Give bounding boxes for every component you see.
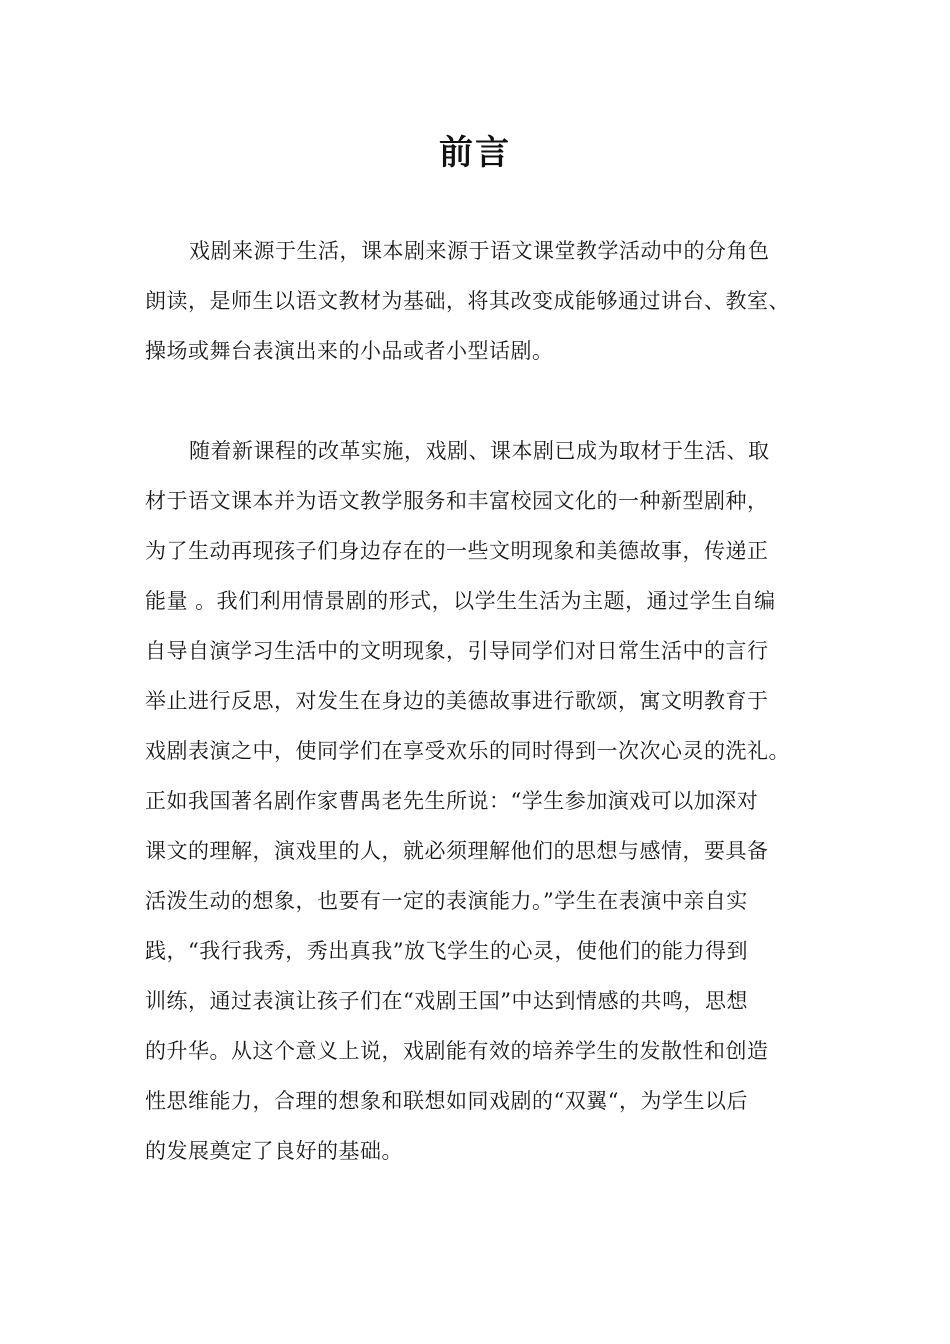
text-line: 活泼生动的想象，也要有一定的表演能力。”学生在表演中亲自实 bbox=[145, 889, 748, 913]
text-line: 朗读，是师生以语文教材为基础，将其改变成能够通过讲台、教室、 bbox=[145, 289, 790, 313]
text-line: 性思维能力，合理的想象和联想如同戏剧的“双翼“，为学生以后 bbox=[145, 1089, 748, 1113]
text-line: 训练，通过表演让孩子们在“戏剧王国”中达到情感的共鸣，思想 bbox=[145, 989, 748, 1013]
text-line: 正如我国著名剧作家曹禺老先生所说：“学生参加演戏可以加深对 bbox=[145, 789, 759, 813]
text-line: 为了生动再现孩子们身边存在的一些文明现象和美德故事，传递正 bbox=[145, 539, 769, 563]
paragraph-1 bbox=[145, 226, 810, 376]
text-line: 课文的理解，演戏里的人，就必须理解他们的思想与感情，要具备 bbox=[145, 839, 769, 863]
text-line: 戏剧来源于生活，课本剧来源于语文课堂教学活动中的分角色 bbox=[189, 239, 770, 263]
text-line: 戏剧表演之中，使同学们在享受欢乐的同时得到一次次心灵的洗礼。 bbox=[145, 739, 790, 763]
text-line: 的发展奠定了良好的基础。 bbox=[145, 1139, 403, 1163]
text-line: 举止进行反思，对发生在身边的美德故事进行歌颂，寓文明教育于 bbox=[145, 689, 769, 713]
text-line: 随着新课程的改革实施，戏剧、课本剧已成为取材于生活、取 bbox=[189, 439, 770, 463]
text-line: 操场或舞台表演出来的小品或者小型话剧。 bbox=[145, 339, 554, 363]
text-line: 自导自演学习生活中的文明现象，引导同学们对日常生活中的言行 bbox=[145, 639, 769, 663]
page-title: 前言 bbox=[439, 133, 511, 173]
text-line: 的升华。从这个意义上说，戏剧能有效的培养学生的发散性和创造 bbox=[145, 1039, 769, 1063]
text-line: 能量 。我们利用情景剧的形式，以学生生活为主题，通过学生自编 bbox=[145, 589, 776, 613]
text-line: 践，“我行我秀，秀出真我”放飞学生的心灵，使他们的能力得到 bbox=[145, 939, 748, 963]
text-line: 材于语文课本并为语文教学服务和丰富校园文化的一种新型剧种， bbox=[145, 489, 769, 513]
paragraph-2 bbox=[145, 426, 810, 1176]
